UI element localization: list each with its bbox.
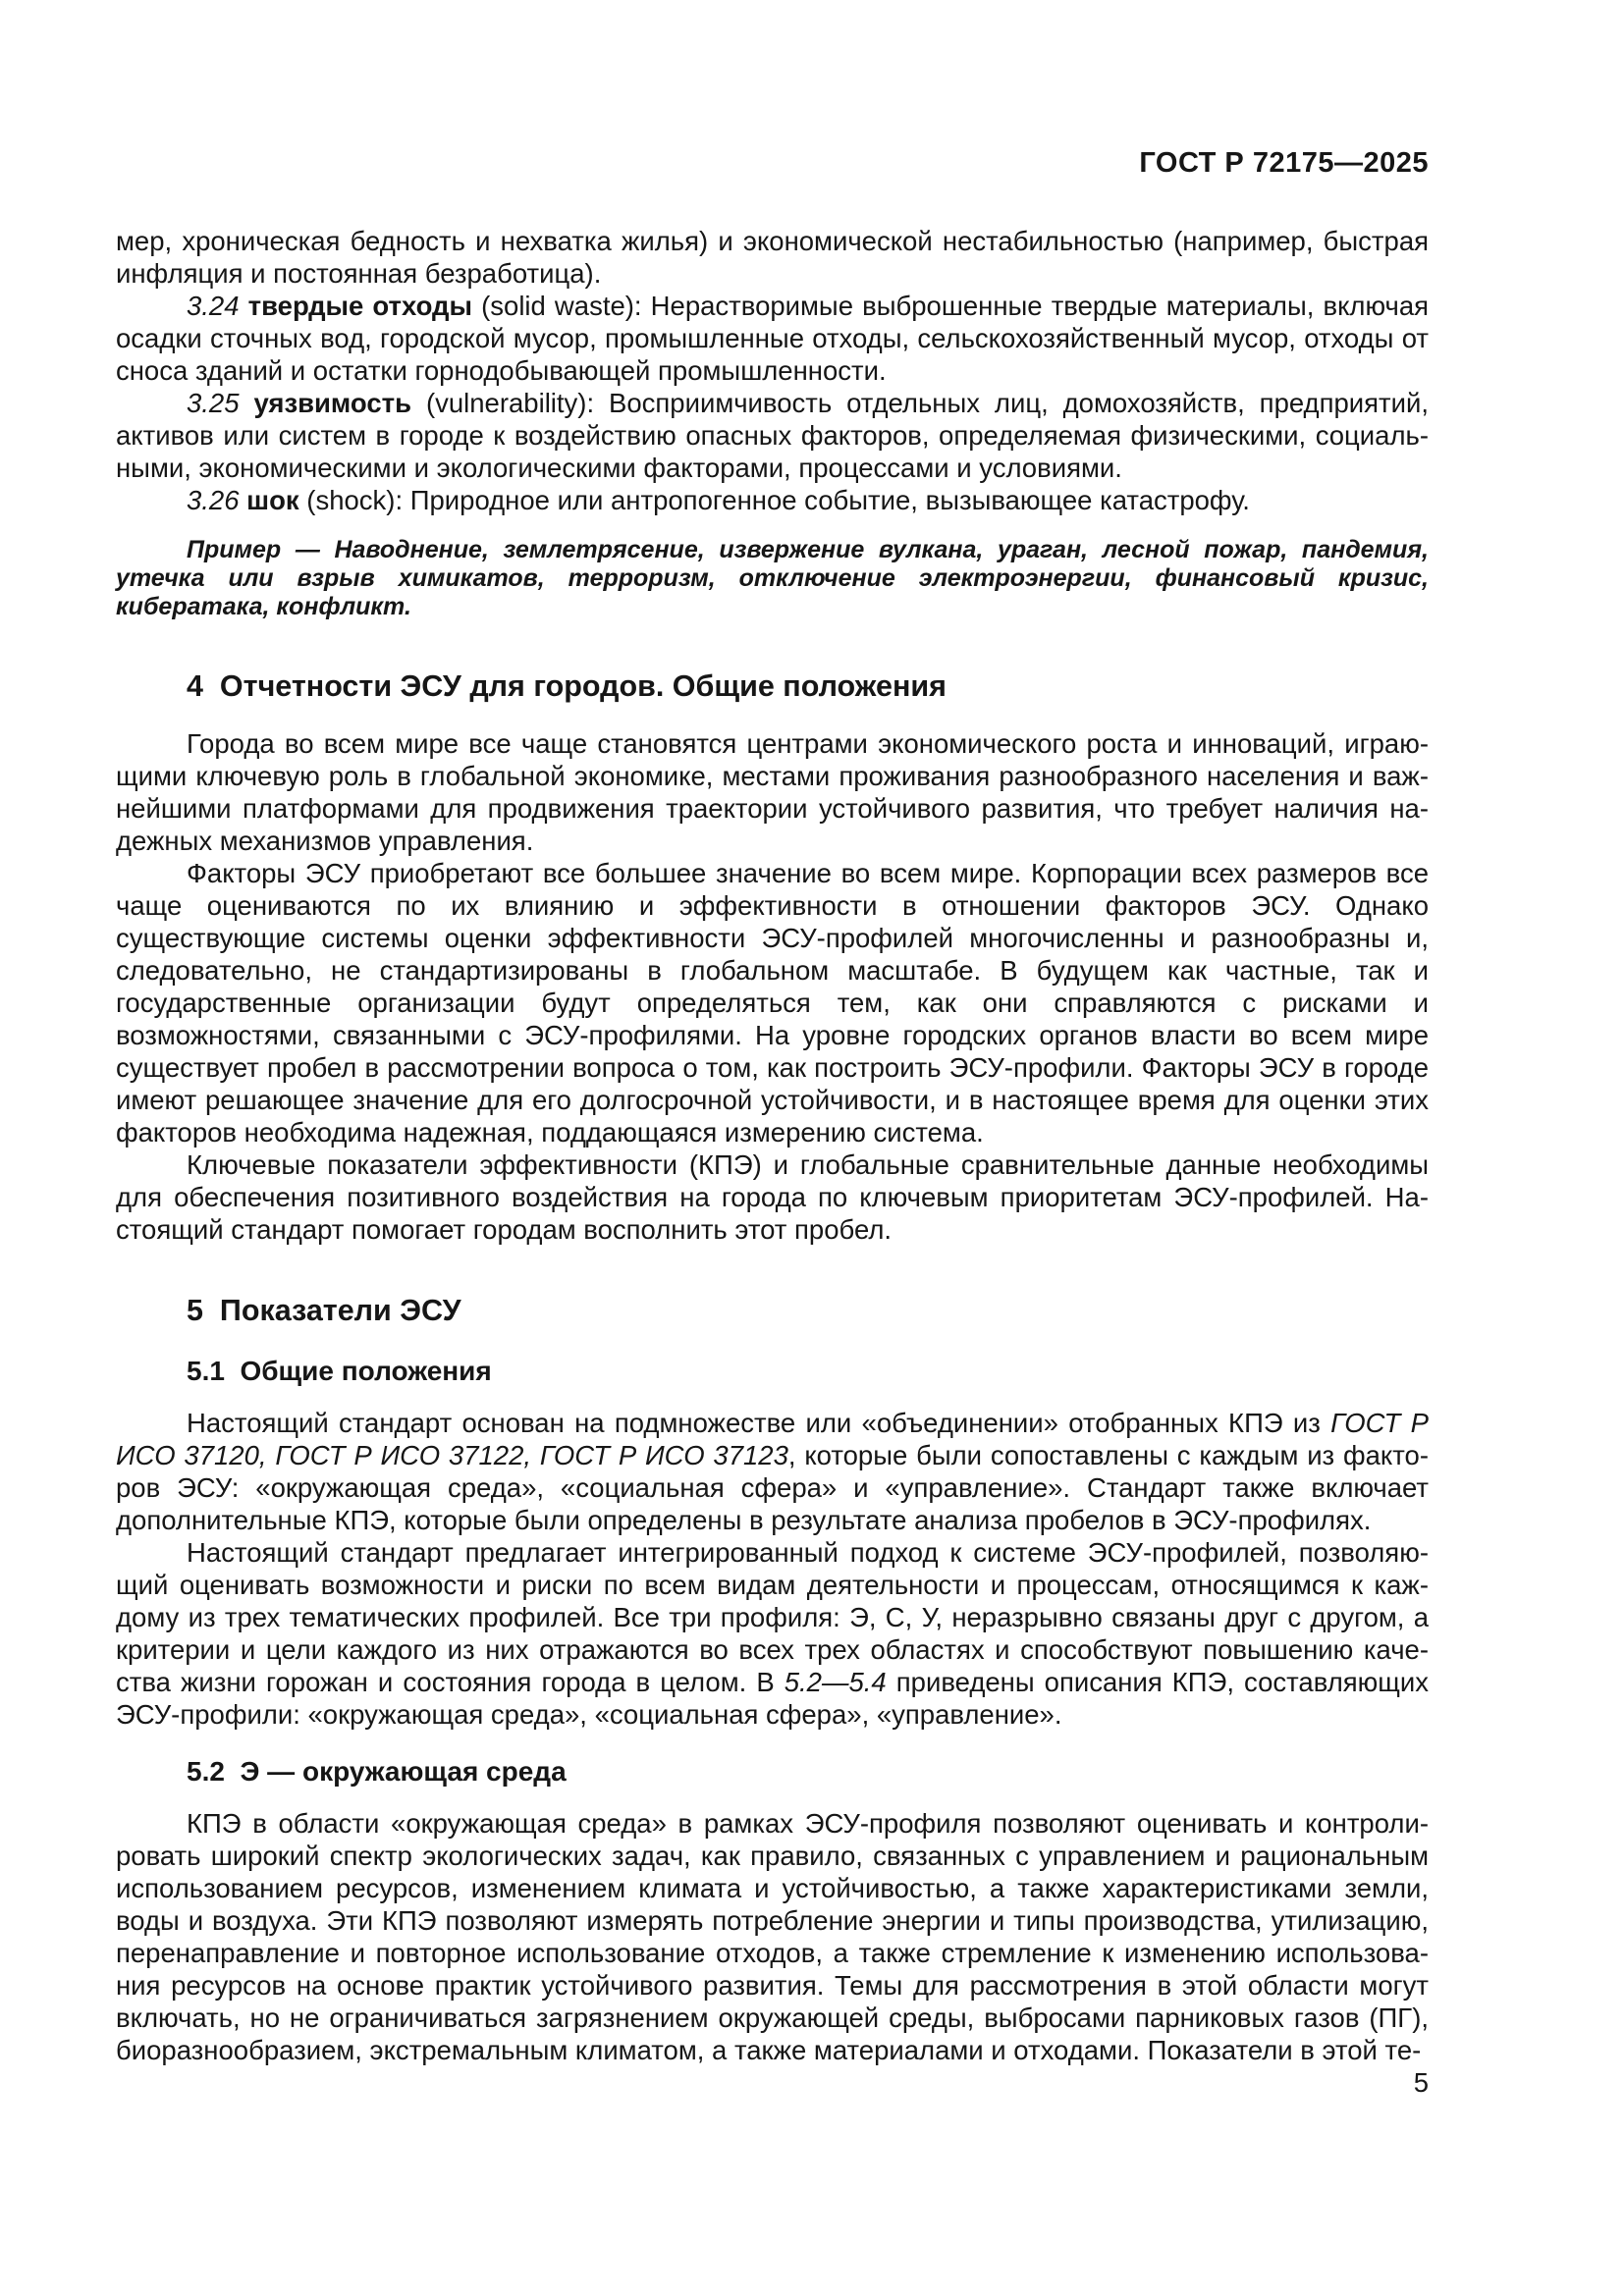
section-4-paragraph-1: Города во всем мире все чаще становятся центрами экономического роста и инноваций, играющими ключевую роль в глобальной экономике, местами проживания разнообразного населения и важнейшими платформами для продвижения траектории устойчивого развития, что требует наличия надежных механизмов управления.	[116, 728, 1429, 856]
section-4-paragraph-2: Факторы ЭСУ приобретают все большее значение во всем мире. Корпорации всех размеров все чаще оцениваются по их влиянию и эффективности в отношении факторов ЭСУ. Однако существующие системы оценки эффективности ЭСУ-профилей многочисленны и разнообразны и, следовательно, не стандартизированы в глобальном масштабе. В будущем как частные, так и государственные организации будут определяться тем, как они справляются с рисками и возможностями, связанными с ЭСУ-профилями. На уровне городских органов власти во всем мире существует пробел в рассмотрении вопроса о том, как построить ЭСУ-профили. Факторы ЭСУ в городе имеют решающее значение для его долгосрочной устойчивости, и в настоящее время для оценки этих факторов необходима надежная, поддающаяся измерению система.	[116, 858, 1429, 1148]
definition-3-26: 3.26 шок (shock): Природное или антропогенное событие, вызывающее катастрофу.	[187, 485, 1250, 515]
section-4-heading: 4 Отчетности ЭСУ для городов. Общие положения	[187, 669, 947, 703]
example-note: Пример — Наводнение, землетрясение, извержение вулкана, ураган, лесной пожар, пандемия, утечка или взрыв химикатов, терроризм, отключение электроэнергии, финансовый кризис, кибератака, конфликт.	[116, 536, 1429, 620]
section-5-1-paragraph-2: Настоящий стандарт предлагает интегрированный подход к системе ЭСУ-профилей, позволяющий оценивать возможности и риски по всем видам деятельности и процессам, относящимся к каждому из трех тематических профилей. Все три профиля: Э, С, У, неразрывно связаны друг с другом, а критерии и цели каждого из них отражаются во всех трех областях и способствуют повышению качества жизни горожан и состояния города в целом. В 5.2—5.4 приведены описания КПЭ, составляющих ЭСУ-профили: «окружающая среда», «социальная сфера», «управление».	[116, 1537, 1430, 1730]
section-5-2-paragraph-1: КПЭ в области «окружающая среда» в рамках ЭСУ-профиля позволяют оценивать и контролировать широкий спектр экологических задач, как правило, связанных с управлением и рациональным использованием ресурсов, изменением климата и устойчивостью, а также характеристиками земли, воды и воздуха. Эти КПЭ позволяют измерять потребление энергии и типы производства, утилизацию, перенаправление и повторное использование отходов, а также стремление к изменению использования ресурсов на основе практик устойчивого развития. Темы для рассмотрения в этой области могут включать, но не ограничиваться загрязнением окружающей среды, выбросами парниковых газов (ПГ), биоразнообразием, экстремальным климатом, а также материалами и отходами. Показатели в этой те-	[116, 1808, 1429, 2065]
page-content	[116, 147, 1429, 2066]
page-number: 5	[1413, 2067, 1429, 2098]
section-5-1-heading: 5.1 Общие положения	[187, 1356, 492, 1386]
standard-number-header: ГОСТ Р 72175—2025	[1139, 147, 1429, 179]
section-5-1-paragraph-1: Настоящий стандарт основан на подмножестве или «объединении» отобранных КПЭ из ГОСТ Р ИСО 37120, ГОСТ Р ИСО 37122, ГОСТ Р ИСО 37123, которые были сопоставлены с каждым из факторов ЭСУ: «окружающая среда», «социальная сфера» и «управление». Стандарт также включает дополнительные КПЭ, которые были определены в результате анализа пробелов в ЭСУ-профилях.	[116, 1408, 1429, 1535]
document-body	[116, 225, 1429, 2066]
section-4-paragraph-3: Ключевые показатели эффективности (КПЭ) и глобальные сравнительные данные необходимы для обеспечения позитивного воздействия на города по ключевым приоритетам ЭСУ-профилей. Настоящий стандарт помогает городам восполнить этот пробел.	[116, 1149, 1429, 1245]
paragraph-continued: мер, хроническая бедность и нехватка жилья) и экономической нестабильностью (например, быстрая инфляция и постоянная безработица).	[116, 226, 1429, 289]
section-5-heading: 5 Показатели ЭСУ	[187, 1294, 461, 1327]
section-5-2-heading: 5.2 Э — окружающая среда	[187, 1756, 567, 1787]
definition-3-25: 3.25 уязвимость (vulnerability): Восприимчивость отдельных лиц, домохозяйств, предприятий, активов или систем в городе к воздействию опасных факторов, определяемая физическими, социальными, экономическими и экологическими факторами, процессами и условиями.	[116, 388, 1429, 483]
definition-3-24: 3.24 твердые отходы (solid waste): Нерастворимые выброшенные твердые материалы, включая осадки сточных вод, городской мусор, промышленные отходы, сельскохозяйственный мусор, отходы от сноса зданий и остатки горнодобывающей промышленности.	[116, 291, 1430, 386]
